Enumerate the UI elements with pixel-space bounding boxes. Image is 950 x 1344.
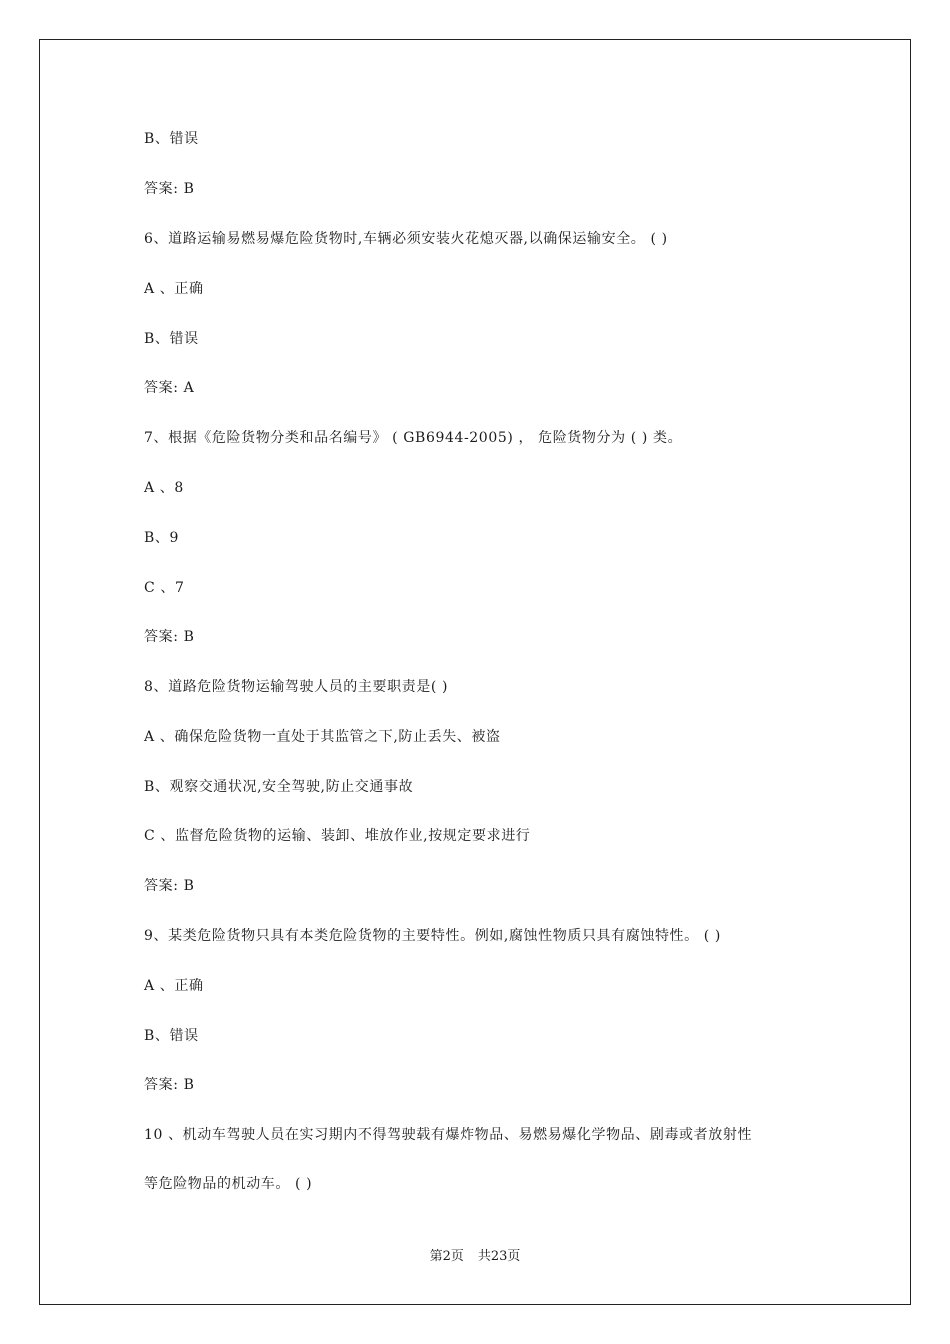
page-footer: [0, 1248, 950, 1266]
page-total: 共23页: [477, 1249, 521, 1264]
question-6: 6、道路运输易燃易爆危险货物时,车辆必须安装火花熄灭器,以确保运输安全。 ( ): [144, 231, 668, 247]
option-b-q7: B、9: [144, 530, 179, 546]
question-8: 8、道路危险货物运输驾驶人员的主要职责是( ): [144, 679, 449, 695]
option-a-q9: A 、正确: [144, 978, 204, 994]
option-a-q6: A 、正确: [144, 281, 204, 297]
question-9: 9、某类危险货物只具有本类危险货物的主要特性。例如,腐蚀性物质只具有腐蚀特性。 ( ): [144, 928, 721, 944]
question-7: 7、根据《危险货物分类和品名编号》 ( GB6944-2005) ， 危险货物分为 ( ) 类。: [144, 430, 683, 446]
answer-q6: 答案: A: [144, 380, 195, 396]
option-a-q7: A 、8: [144, 480, 184, 496]
answer-q9: 答案: B: [144, 1077, 195, 1093]
option-b-q6: B、错误: [144, 331, 199, 347]
answer-q5: 答案: B: [144, 181, 195, 197]
question-10-line-1: 10 、机动车驾驶人员在实习期内不得驾驶载有爆炸物品、易燃易爆化学物品、剧毒或者放射性: [144, 1127, 753, 1143]
option-b-q8: B、观察交通状况,安全驾驶,防止交通事故: [144, 779, 414, 795]
answer-q7: 答案: B: [144, 629, 195, 645]
option-c-q7: C 、7: [144, 580, 185, 596]
answer-q8: 答案: B: [144, 878, 195, 894]
option-b-q5: B、错误: [144, 131, 199, 147]
option-c-q8: C 、监督危险货物的运输、装卸、堆放作业,按规定要求进行: [144, 828, 531, 844]
option-a-q8: A 、确保危险货物一直处于其监管之下,防止丢失、被盗: [144, 729, 501, 745]
question-10-line-2: 等危险物品的机动车。 ( ): [144, 1176, 313, 1192]
page-number: 第2页: [429, 1249, 464, 1264]
option-b-q9: B、错误: [144, 1028, 199, 1044]
